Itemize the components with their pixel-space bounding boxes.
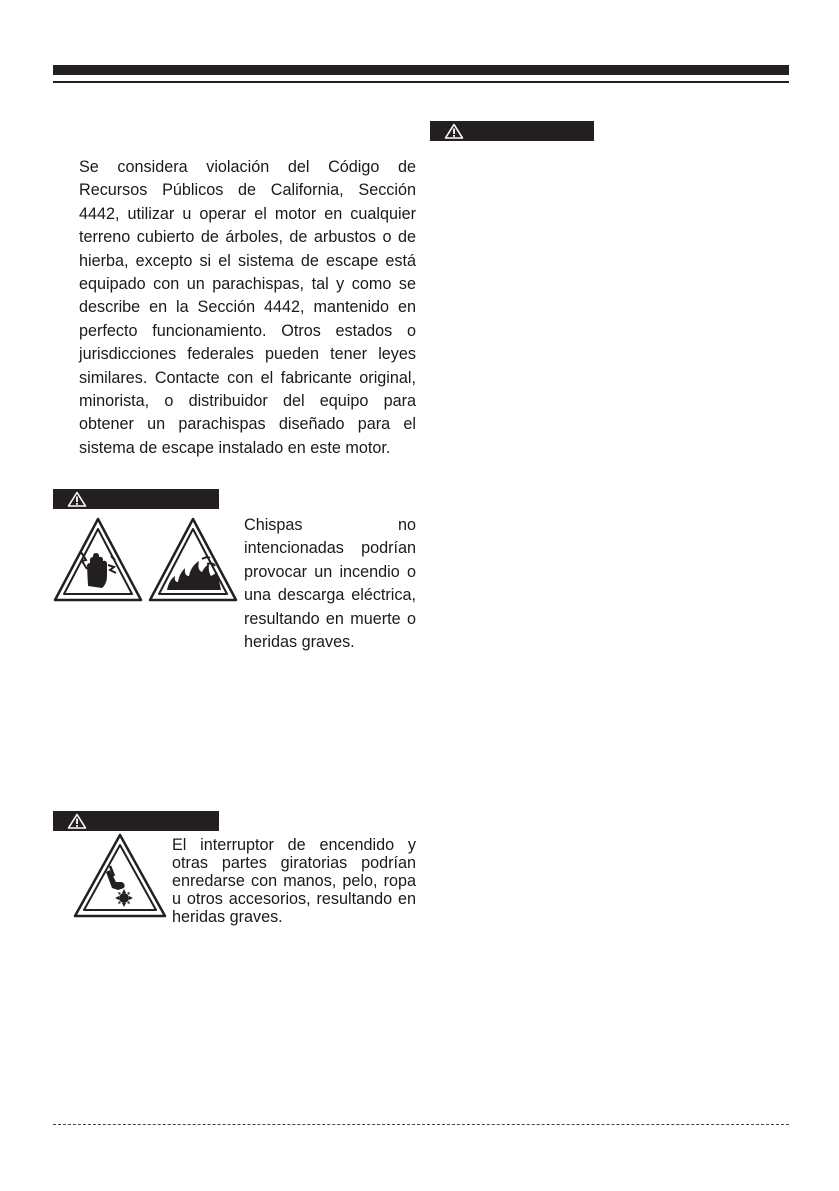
hand-entanglement-icon — [72, 832, 168, 920]
header-bar — [53, 65, 789, 75]
footer-dashed-rule — [53, 1124, 789, 1125]
rotating-parts-warning-text: El interruptor de encendido y otras partes giratorias podrían enredarse con manos, pelo, ropa u otros accesorios, resultando en heridas graves. — [172, 836, 416, 926]
sparks-warning-text: Chispas no intencionadas podrían provocar un incendio o una descarga eléctrica, resultando en muerte o heridas graves. — [244, 516, 416, 652]
spark-arrestor-paragraph: Se considera violación del Código de Recursos Públicos de California, Sección 4442, utilizar u operar el motor en cualquier terreno cubierto de árboles, de arbustos o de hierba, excepto si el sistema de escape está equipado con un parachispas, tal y como se describe en la Sección 4442, mantenido en perfecto funcionamiento. Otros estados o jurisdicciones federales pueden tener leyes similares. Contacte con el fabricante original, minorista, o distribuidor del equipo para obtener un parachispas diseñado para el sistema de escape instalado en este motor. — [79, 158, 416, 457]
warning-header-right — [430, 121, 594, 141]
warning-header-rotating-parts — [53, 811, 219, 831]
warning-triangle-icon — [67, 491, 87, 507]
warning-triangle-icon — [444, 123, 464, 139]
fire-icon — [147, 516, 239, 604]
warning-triangle-icon — [67, 813, 87, 829]
header-rule — [53, 81, 789, 83]
electric-shock-icon — [52, 516, 144, 604]
warning-header-sparks — [53, 489, 219, 509]
